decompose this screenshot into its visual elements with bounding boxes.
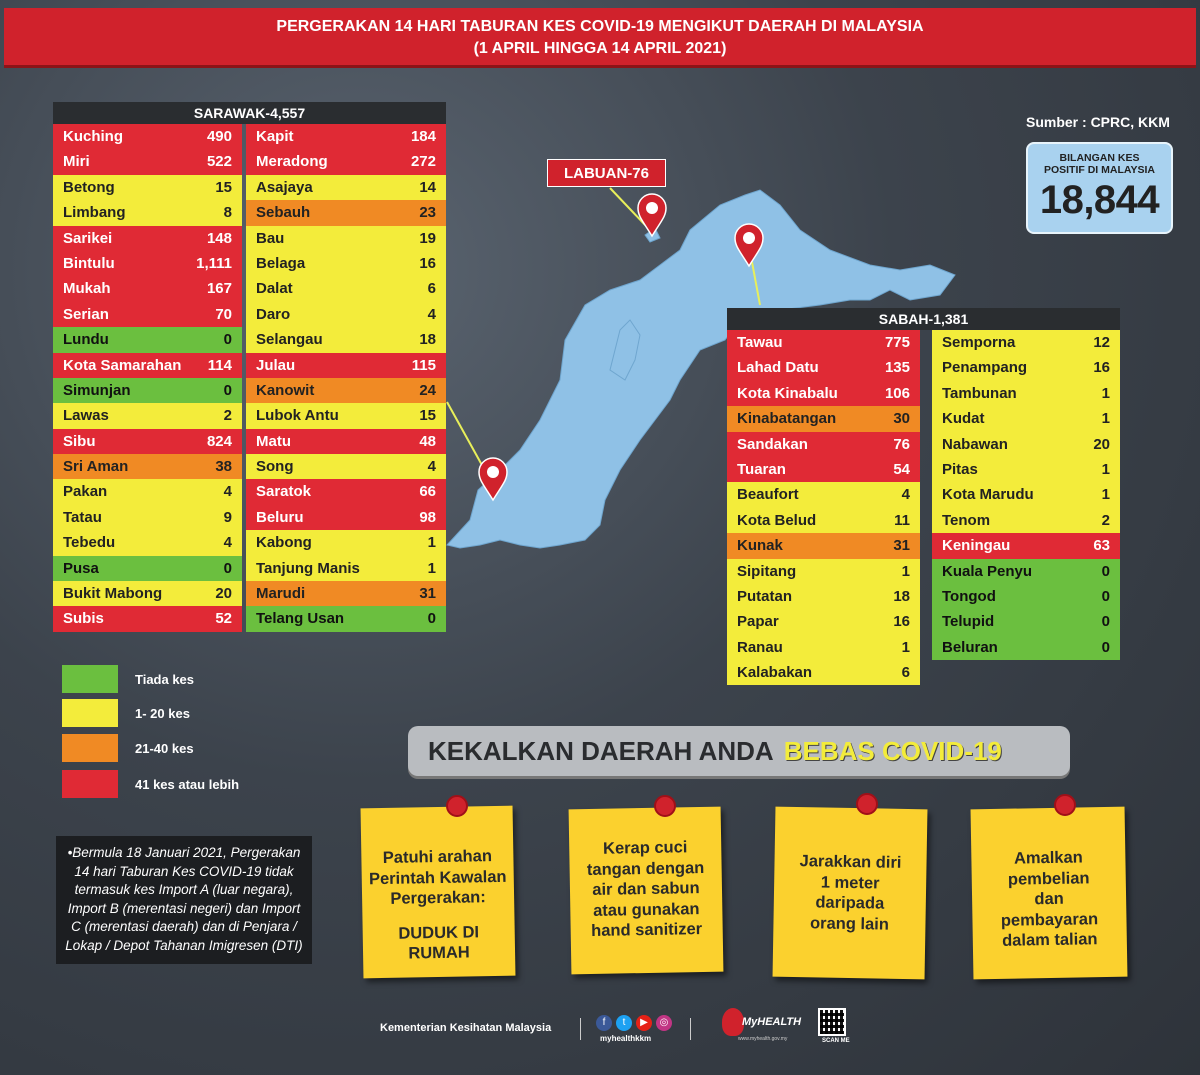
- district-row: [246, 327, 446, 352]
- district-count: 1: [901, 562, 910, 580]
- sabah-right-column: [932, 330, 1120, 660]
- district-row: [932, 508, 1120, 533]
- district-row: [727, 609, 920, 634]
- source-text: Sumber : CPRC, KKM: [1026, 114, 1170, 130]
- district-name: Tatau: [63, 508, 102, 526]
- labuan-map-pin: [638, 194, 666, 236]
- district-row: [53, 302, 242, 327]
- district-row: [53, 200, 242, 225]
- district-row: [246, 403, 446, 428]
- district-name: Bau: [256, 229, 285, 247]
- district-count: 6: [427, 280, 436, 298]
- district-name: Julau: [256, 356, 296, 374]
- legend-label: Tiada kes: [135, 672, 195, 687]
- district-count: 4: [427, 305, 436, 323]
- district-count: 1: [901, 638, 910, 656]
- district-name: Serian: [63, 305, 109, 323]
- district-name: Nabawan: [942, 435, 1008, 453]
- district-row: [727, 660, 920, 685]
- district-name: Pusa: [63, 559, 99, 577]
- district-name: Semporna: [942, 334, 1016, 351]
- total-label-line-2: POSITIF DI MALAYSIA: [1043, 164, 1156, 176]
- district-count: 0: [1101, 613, 1110, 631]
- district-name: Betong: [63, 178, 115, 196]
- sarawak-table: [53, 102, 446, 633]
- district-count: 522: [206, 153, 232, 171]
- district-count: 14: [419, 178, 436, 196]
- district-row: [727, 559, 920, 584]
- district-name: Subis: [63, 610, 104, 628]
- district-count: 2: [1101, 511, 1110, 529]
- district-count: 1: [1101, 410, 1110, 428]
- district-name: Sandakan: [737, 435, 808, 453]
- title-line-1: PERGERAKAN 14 HARI TABURAN KES COVID-19 MENGIKUT DAERAH DI MALAYSIA: [276, 18, 924, 35]
- district-count: 106: [884, 384, 910, 402]
- district-row: [932, 457, 1120, 482]
- district-row: [932, 406, 1120, 431]
- district-row: [53, 429, 242, 454]
- district-row: [53, 530, 242, 555]
- total-value: 18,844: [1039, 178, 1160, 222]
- district-name: Kota Belud: [737, 511, 817, 529]
- district-row: [932, 635, 1120, 660]
- district-count: 4: [427, 458, 436, 476]
- district-row: [53, 251, 242, 276]
- district-name: Dalat: [256, 280, 293, 298]
- district-row: [246, 302, 446, 327]
- sarawak-title: SARAWAK-4,557: [53, 102, 446, 124]
- district-name: Bintulu: [63, 254, 115, 272]
- district-count: 0: [1101, 587, 1110, 605]
- legend-swatch-yellow: [62, 699, 118, 727]
- district-count: 52: [215, 610, 232, 628]
- district-row: [53, 505, 242, 530]
- district-count: 76: [893, 435, 910, 453]
- district-count: 167: [206, 280, 232, 298]
- district-count: 15: [215, 178, 232, 196]
- sabah-table: [727, 308, 1120, 690]
- district-count: 24: [419, 381, 436, 399]
- myhealth-logo: [722, 1008, 802, 1044]
- myhealth-url: www.myhealth.gov.my: [738, 1036, 788, 1042]
- district-row: [727, 406, 920, 431]
- total-cases-box: [1026, 142, 1173, 234]
- district-name: Pakan: [63, 483, 108, 501]
- footer-divider: [580, 1018, 581, 1040]
- district-count: 4: [223, 534, 232, 552]
- advice-card-2: [569, 807, 724, 975]
- district-row: [53, 149, 242, 174]
- advice-card-text: Amalkan pembelian dan pembayaran dalam talian: [1000, 848, 1099, 950]
- district-name: Telang Usan: [256, 610, 345, 628]
- district-count: 63: [1093, 537, 1110, 555]
- district-count: 6: [901, 664, 910, 682]
- district-name: Papar: [737, 613, 779, 631]
- district-count: 1: [1101, 460, 1110, 478]
- district-row: [246, 149, 446, 174]
- district-count: 70: [215, 305, 232, 323]
- district-count: 775: [884, 334, 910, 351]
- district-row: [246, 556, 446, 581]
- district-name: Sarikei: [63, 229, 113, 247]
- district-name: Tebedu: [63, 534, 116, 552]
- district-row: [53, 479, 242, 504]
- title-line-2: (1 APRIL HINGGA 14 APRIL 2021): [473, 40, 727, 57]
- district-row: [246, 200, 446, 225]
- pushpin-icon: [654, 795, 676, 817]
- district-count: 184: [410, 128, 436, 145]
- district-row: [53, 353, 242, 378]
- district-row: [246, 251, 446, 276]
- heart-logo-icon: [722, 1008, 744, 1036]
- district-row: [246, 276, 446, 301]
- sabah-title: SABAH-1,381: [727, 308, 1120, 330]
- district-name: Kota Samarahan: [63, 356, 182, 374]
- social-handle: myhealthkkm: [600, 1034, 652, 1043]
- footer-divider: [690, 1018, 691, 1040]
- district-row: [932, 381, 1120, 406]
- district-row: [727, 432, 920, 457]
- district-row: [246, 175, 446, 200]
- facebook-icon[interactable]: f: [596, 1015, 612, 1031]
- district-count: 135: [884, 359, 910, 377]
- district-row: [53, 276, 242, 301]
- myhealth-brand: MyHEALTH: [742, 1016, 802, 1028]
- legend-swatch-green: [62, 665, 118, 693]
- youtube-icon[interactable]: ▶: [636, 1015, 652, 1031]
- district-row: [246, 581, 446, 606]
- district-name: Sipitang: [737, 562, 797, 580]
- district-row: [932, 584, 1120, 609]
- district-name: Tawau: [737, 334, 783, 351]
- district-name: Keningau: [942, 537, 1011, 555]
- district-name: Tuaran: [737, 460, 786, 478]
- district-name: Tambunan: [942, 384, 1017, 402]
- district-name: Pitas: [942, 460, 978, 478]
- district-row: [246, 124, 446, 149]
- advice-card-3: [773, 807, 928, 980]
- advice-card-emphasis: DUDUK DI RUMAH: [398, 922, 480, 963]
- district-name: Tenom: [942, 511, 991, 529]
- district-row: [727, 482, 920, 507]
- district-name: Song: [256, 458, 294, 476]
- pushpin-icon: [446, 795, 468, 817]
- district-name: Bukit Mabong: [63, 585, 163, 603]
- instagram-icon[interactable]: ◎: [656, 1015, 672, 1031]
- labuan-label: LABUAN-76: [547, 159, 666, 187]
- district-count: 0: [1101, 638, 1110, 656]
- district-count: 824: [206, 432, 232, 450]
- legend-label: 21-40 kes: [135, 741, 194, 756]
- district-count: 1: [427, 534, 436, 552]
- district-name: Kabong: [256, 534, 312, 552]
- advice-card-1: [361, 806, 516, 979]
- district-count: 16: [1093, 359, 1110, 377]
- district-name: Mukah: [63, 280, 111, 298]
- total-label: [1028, 152, 1171, 176]
- district-row: [727, 457, 920, 482]
- district-row: [932, 482, 1120, 507]
- district-name: Beluran: [942, 638, 998, 656]
- district-count: 23: [419, 204, 436, 222]
- district-row: [53, 226, 242, 251]
- district-name: Kanowit: [256, 381, 315, 399]
- district-name: Lundu: [63, 331, 109, 349]
- district-name: Kota Marudu: [942, 486, 1034, 504]
- district-count: 12: [1093, 334, 1110, 351]
- district-name: Beaufort: [737, 486, 799, 504]
- district-count: 2: [223, 407, 232, 425]
- district-name: Penampang: [942, 359, 1028, 377]
- district-count: 4: [901, 486, 910, 504]
- district-name: Putatan: [737, 587, 793, 605]
- sarawak-right-column: [246, 124, 446, 632]
- district-count: 66: [419, 483, 436, 501]
- district-row: [246, 226, 446, 251]
- district-count: 0: [223, 331, 232, 349]
- district-name: Selangau: [256, 331, 323, 349]
- district-name: Kudat: [942, 410, 985, 428]
- district-count: 1: [1101, 486, 1110, 504]
- slogan-part-1: KEKALKAN DAERAH ANDA: [428, 736, 774, 766]
- district-row: [932, 533, 1120, 558]
- district-count: 490: [206, 128, 232, 145]
- district-count: 115: [411, 356, 436, 374]
- district-row: [932, 559, 1120, 584]
- district-name: Belaga: [256, 254, 306, 272]
- district-row: [932, 432, 1120, 457]
- district-row: [246, 505, 446, 530]
- district-name: Kapit: [256, 128, 294, 145]
- district-name: Tanjung Manis: [256, 559, 360, 577]
- district-name: Marudi: [256, 585, 306, 603]
- district-row: [246, 530, 446, 555]
- district-row: [53, 327, 242, 352]
- district-count: 16: [419, 254, 436, 272]
- district-count: 48: [419, 432, 436, 450]
- district-row: [246, 479, 446, 504]
- total-label-line-1: BILANGAN KES: [1059, 152, 1140, 164]
- district-count: 16: [893, 613, 910, 631]
- district-row: [53, 454, 242, 479]
- district-row: [246, 606, 446, 631]
- district-count: 0: [1101, 562, 1110, 580]
- district-count: 19: [419, 229, 436, 247]
- district-row: [727, 635, 920, 660]
- district-count: 8: [223, 204, 232, 222]
- district-row: [246, 378, 446, 403]
- district-name: Miri: [63, 153, 90, 171]
- twitter-icon[interactable]: t: [616, 1015, 632, 1031]
- district-count: 30: [893, 410, 910, 428]
- district-count: 272: [410, 153, 436, 171]
- district-name: Ranau: [737, 638, 783, 656]
- district-name: Lubok Antu: [256, 407, 339, 425]
- district-count: 114: [207, 356, 232, 374]
- legend-label: 1- 20 kes: [135, 706, 190, 721]
- district-row: [53, 378, 242, 403]
- sarawak-left-column: [53, 124, 242, 632]
- qr-code-icon[interactable]: [818, 1008, 846, 1036]
- district-row: [53, 175, 242, 200]
- district-count: 20: [215, 585, 232, 603]
- pushpin-icon: [1054, 794, 1076, 816]
- district-count: 1: [427, 559, 436, 577]
- district-count: 15: [419, 407, 436, 425]
- district-count: 0: [223, 381, 232, 399]
- district-name: Sebauh: [256, 204, 311, 222]
- district-name: Kunak: [737, 537, 783, 555]
- district-row: [932, 355, 1120, 380]
- district-name: Sibu: [63, 432, 96, 450]
- district-row: [932, 330, 1120, 355]
- district-name: Kinabatangan: [737, 410, 837, 428]
- district-row: [727, 381, 920, 406]
- slogan-banner: [408, 726, 1070, 776]
- district-row: [932, 609, 1120, 634]
- advice-card-text: Patuhi arahan Perintah Kawalan Pergerakan:: [368, 847, 507, 908]
- district-count: 9: [223, 508, 232, 526]
- slogan-part-2: BEBAS COVID-19: [783, 736, 1002, 766]
- district-count: 38: [215, 458, 232, 476]
- district-count: 54: [893, 460, 910, 478]
- legend-swatch-red: [62, 770, 118, 798]
- district-row: [53, 581, 242, 606]
- district-row: [727, 508, 920, 533]
- district-count: 31: [419, 585, 436, 603]
- footnote: •Bermula 18 Januari 2021, Pergerakan 14 hari Taburan Kes COVID-19 tidak termasuk kes Import A (luar negara), Import B (merentasi negeri) dan Import C (merentasi daerah) dan di Penjara / Lokap / Depot Tahanan Imigresen (DTI): [56, 836, 312, 964]
- district-row: [53, 606, 242, 631]
- district-name: Meradong: [256, 153, 328, 171]
- district-row: [246, 429, 446, 454]
- legend-label: 41 kes atau lebih: [135, 777, 240, 792]
- district-name: Telupid: [942, 613, 995, 631]
- advice-card-text: Kerap cuci tangan dengan air dan sabun atau gunakan hand sanitizer: [586, 838, 705, 940]
- district-count: 4: [223, 483, 232, 501]
- district-name: Daro: [256, 305, 291, 323]
- district-name: Simunjan: [63, 381, 131, 399]
- district-row: [246, 353, 446, 378]
- district-name: Kalabakan: [737, 664, 813, 682]
- district-name: Lawas: [63, 407, 109, 425]
- advice-card-4: [971, 807, 1128, 980]
- district-name: Matu: [256, 432, 291, 450]
- district-name: Lahad Datu: [737, 359, 819, 377]
- district-name: Kuching: [63, 128, 123, 145]
- district-row: [727, 584, 920, 609]
- district-count: 20: [1093, 435, 1110, 453]
- district-count: 148: [206, 229, 232, 247]
- district-count: 98: [419, 508, 436, 526]
- pushpin-icon: [856, 793, 878, 815]
- district-row: [727, 330, 920, 355]
- advice-card-text: Jarakkan diri 1 meter daripada orang lain: [799, 852, 902, 934]
- district-row: [727, 355, 920, 380]
- qr-label: SCAN ME: [822, 1038, 850, 1044]
- district-count: 0: [223, 559, 232, 577]
- district-name: Kota Kinabalu: [737, 384, 838, 402]
- district-name: Beluru: [256, 508, 304, 526]
- ministry-name: Kementerian Kesihatan Malaysia: [380, 1022, 552, 1034]
- sabah-left-column: [727, 330, 920, 685]
- district-name: Tongod: [942, 587, 996, 605]
- district-name: Limbang: [63, 204, 126, 222]
- district-row: [727, 533, 920, 558]
- district-count: 1,111: [196, 254, 232, 272]
- district-name: Kuala Penyu: [942, 562, 1033, 580]
- district-name: Sri Aman: [63, 458, 129, 476]
- legend-swatch-orange: [62, 734, 118, 762]
- district-count: 31: [893, 537, 910, 555]
- district-count: 11: [894, 511, 910, 529]
- district-name: Asajaya: [256, 178, 313, 196]
- district-row: [53, 556, 242, 581]
- district-row: [246, 454, 446, 479]
- district-count: 18: [893, 587, 910, 605]
- district-row: [53, 403, 242, 428]
- district-name: Saratok: [256, 483, 312, 501]
- district-count: 0: [427, 610, 436, 628]
- district-row: [53, 124, 242, 149]
- district-count: 1: [1101, 384, 1110, 402]
- district-count: 18: [419, 331, 436, 349]
